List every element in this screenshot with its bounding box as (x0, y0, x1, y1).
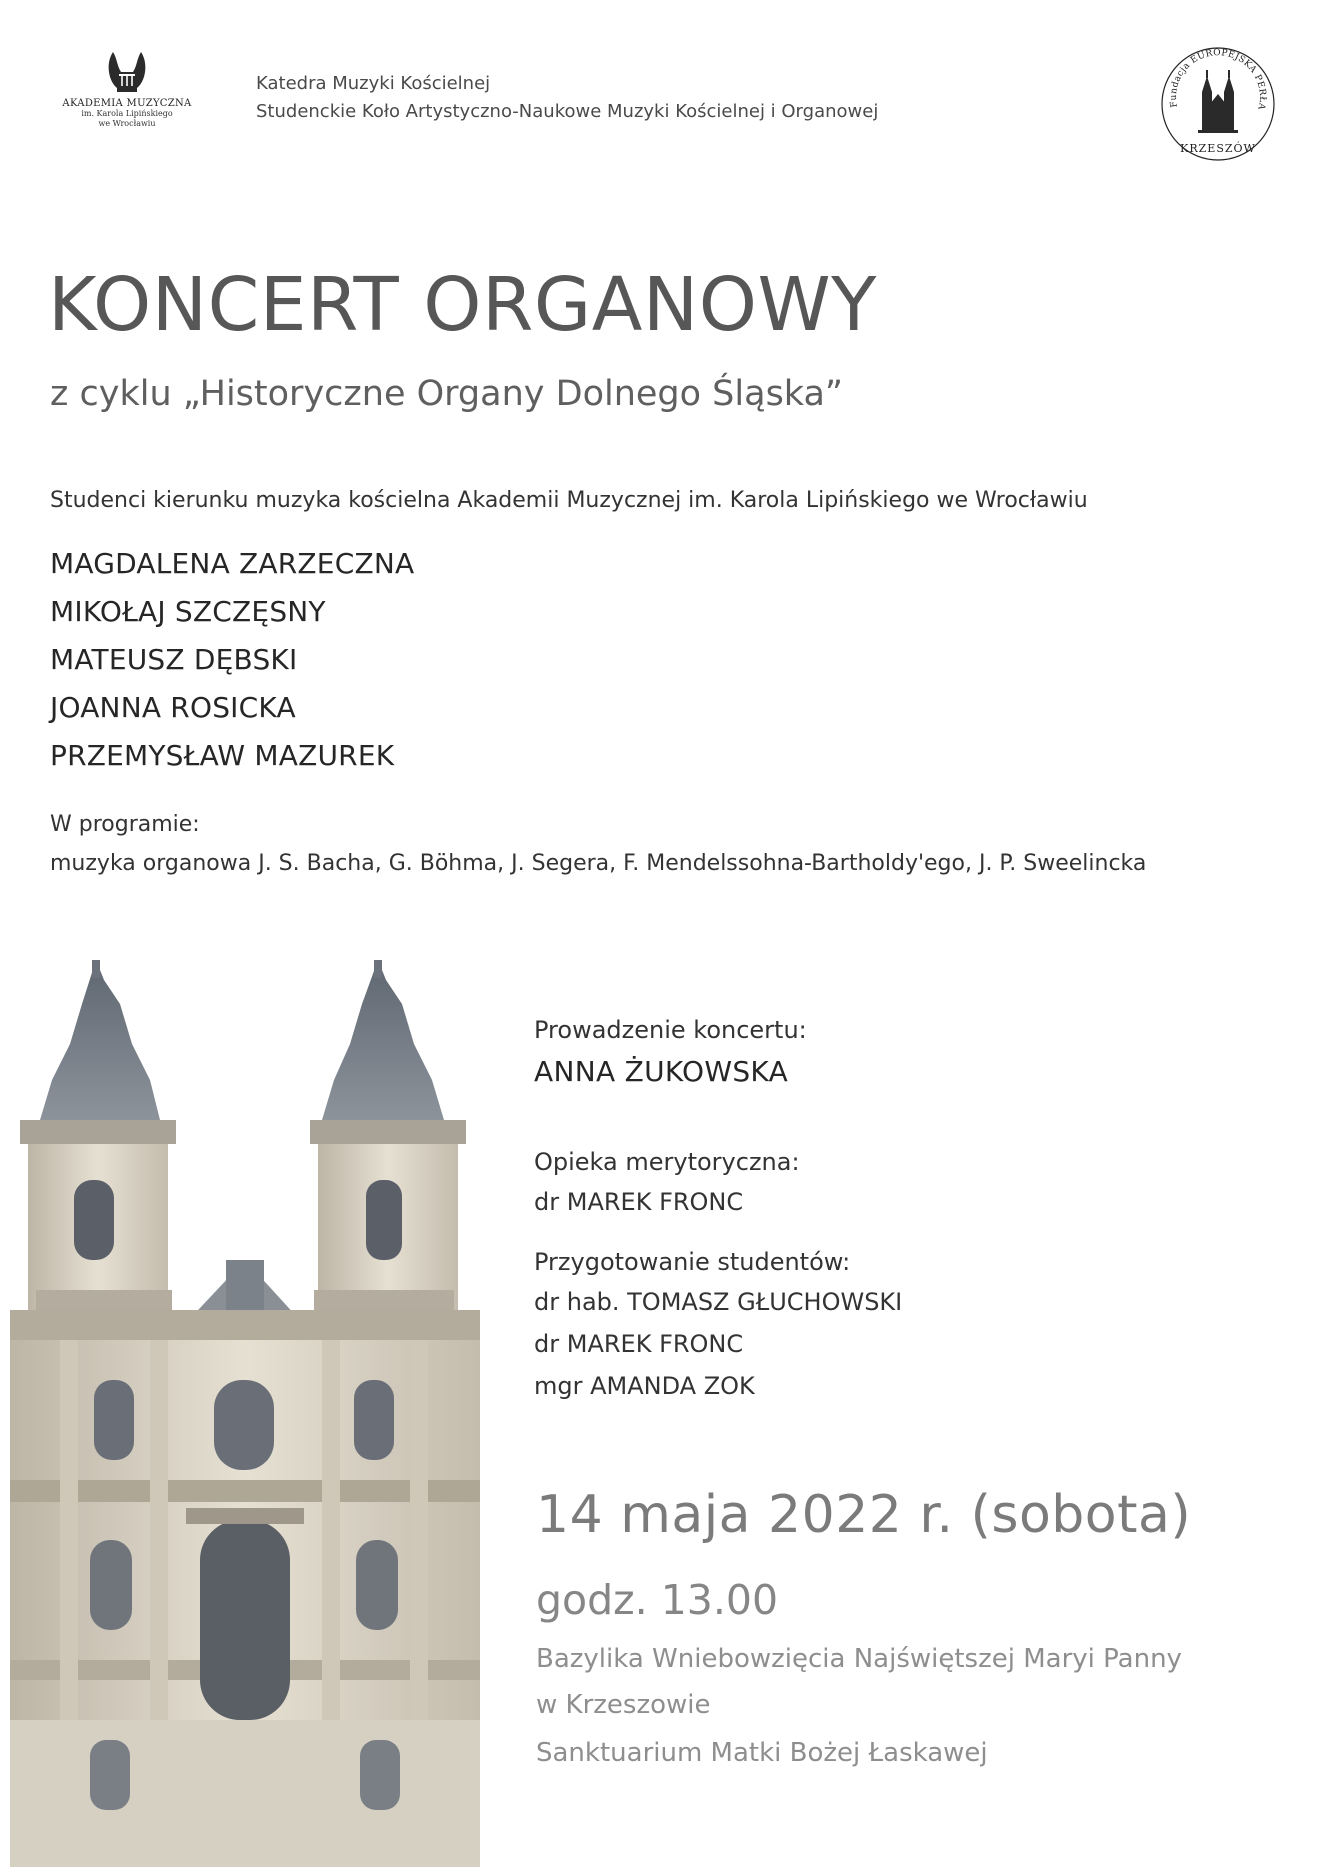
page-title: KONCERT ORGANOWY (48, 262, 877, 348)
host-label: Prowadzenie koncertu: (534, 1016, 807, 1044)
church-towers-icon (1198, 70, 1238, 133)
page-subtitle: z cyklu „Historyczne Organy Dolnego Śląska” (50, 374, 844, 414)
header-text (256, 70, 878, 126)
lyre-icon (103, 48, 151, 94)
venue-line: Bazylika Wniebowzięcia Najświętszej Maryi Panny (536, 1644, 1182, 1674)
preparation-name: dr hab. TOMASZ GŁUCHOWSKI (534, 1288, 903, 1316)
header-line-1: Katedra Muzyki Kościelnej (256, 73, 491, 94)
programme-text: muzyka organowa J. S. Bacha, G. Böhma, J. Segera, F. Mendelssohna-Bartholdy'ego, J. P. Sweelincka (50, 851, 1147, 876)
header-line-2: Studenckie Koło Artystyczno-Naukowe Muzyki Kościelnej i Organowej (256, 101, 879, 122)
basilica-illustration (0, 960, 490, 1867)
supervision-name: dr MAREK FRONC (534, 1188, 744, 1216)
venue-line: Sanktuarium Matki Bożej Łaskawej (536, 1738, 988, 1768)
programme-heading: W programie: (50, 812, 200, 837)
preparation-label: Przygotowanie studentów: (534, 1248, 851, 1276)
performer-name: MATEUSZ DĘBSKI (50, 643, 298, 676)
supervision-label: Opieka merytoryczna: (534, 1148, 800, 1176)
host-name: ANNA ŻUKOWSKA (534, 1055, 789, 1088)
foundation-logo (1158, 44, 1278, 164)
event-date: 14 maja 2022 r. (sobota) (536, 1485, 1192, 1545)
performer-name: JOANNA ROSICKA (50, 691, 296, 724)
preparation-name: dr MAREK FRONC (534, 1330, 744, 1358)
students-intro: Studenci kierunku muzyka kościelna Akademii Muzycznej im. Karola Lipińskiego we Wrocławiu (50, 488, 1088, 513)
performer-name: MAGDALENA ZARZECZNA (50, 547, 415, 580)
foundation-bottom-text: KRZESZÓW (1180, 142, 1256, 155)
academy-logo-sub2: we Wrocławiu (98, 119, 156, 128)
academy-logo-name: AKADEMIA MUZYCZNA (62, 98, 192, 109)
venue-line: w Krzeszowie (536, 1690, 711, 1720)
preparation-name: mgr AMANDA ZOK (534, 1372, 755, 1400)
performer-name: PRZEMYSŁAW MAZUREK (50, 739, 395, 772)
foundation-ring-text: Fundacja EUROPEJSKA PERŁA (1168, 48, 1268, 111)
event-time: godz. 13.00 (536, 1576, 779, 1624)
performer-name: MIKOŁAJ SZCZĘSNY (50, 595, 326, 628)
academy-logo-sub1: im. Karola Lipińskiego (81, 109, 173, 118)
academy-logo (52, 48, 202, 129)
performers-list (50, 540, 414, 780)
